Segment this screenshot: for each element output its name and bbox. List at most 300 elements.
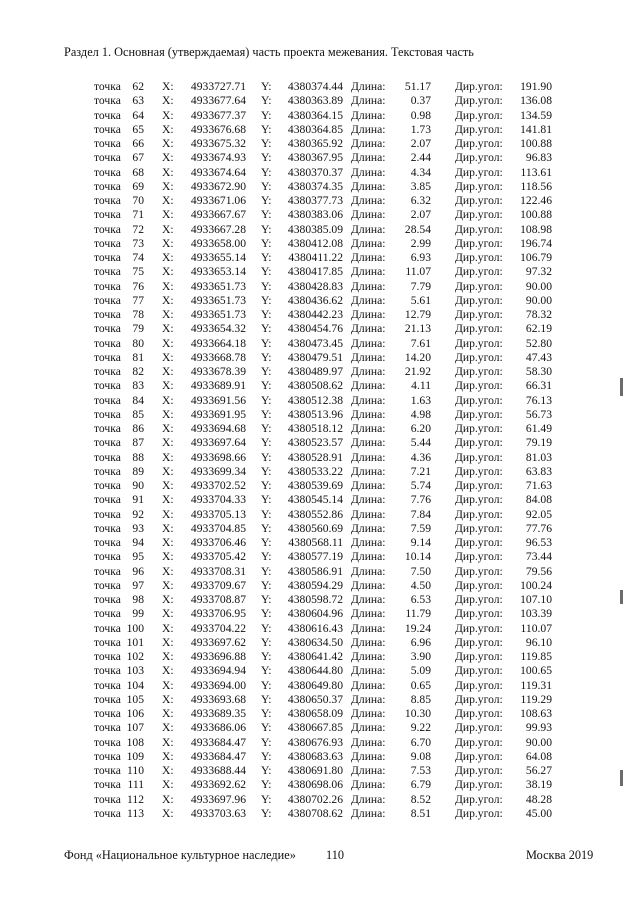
y-value: 4380523.57 bbox=[287, 436, 343, 450]
y-value: 4380634.50 bbox=[287, 635, 343, 649]
table-row bbox=[0, 80, 629, 94]
point-number: 110 bbox=[127, 764, 144, 777]
angle-value: 99.93 bbox=[525, 721, 552, 735]
point-number: 95 bbox=[132, 550, 144, 564]
x-value: 4933678.39 bbox=[190, 365, 246, 378]
y-value: 4380374.44 bbox=[287, 80, 343, 93]
x-value: 4933674.93 bbox=[190, 151, 246, 165]
length-label: Длина: bbox=[351, 308, 386, 321]
length-label: Длина: bbox=[351, 578, 386, 592]
y-label: Y: bbox=[261, 350, 272, 364]
y-label: Y: bbox=[261, 308, 272, 321]
length-value: 8.52 bbox=[410, 792, 431, 806]
point-label: точка bbox=[94, 293, 121, 307]
x-label: X: bbox=[162, 792, 174, 806]
y-label: Y: bbox=[261, 550, 272, 564]
y-value: 4380598.72 bbox=[287, 593, 343, 606]
point-number: 93 bbox=[132, 521, 144, 535]
length-label: Длина: bbox=[351, 735, 386, 749]
x-value: 4933651.73 bbox=[190, 293, 246, 307]
length-value: 2.07 bbox=[410, 137, 431, 150]
length-label: Длина: bbox=[351, 749, 386, 763]
length-label: Длина: bbox=[351, 137, 386, 150]
x-value: 4933684.47 bbox=[190, 735, 246, 749]
length-value: 4.50 bbox=[410, 578, 431, 592]
x-label: X: bbox=[162, 122, 174, 136]
angle-label: Дир.угол: bbox=[455, 94, 503, 108]
length-value: 0.98 bbox=[410, 108, 431, 122]
length-value: 7.50 bbox=[410, 564, 431, 578]
x-value: 4933697.62 bbox=[190, 635, 246, 649]
x-value: 4933693.68 bbox=[190, 692, 246, 706]
angle-value: 45.00 bbox=[525, 806, 552, 820]
point-label: точка bbox=[94, 108, 121, 122]
x-label: X: bbox=[162, 151, 174, 165]
point-label: точка bbox=[94, 236, 121, 250]
y-value: 4380644.80 bbox=[287, 664, 343, 678]
angle-label: Дир.угол: bbox=[455, 279, 503, 293]
table-row bbox=[0, 607, 629, 621]
y-label: Y: bbox=[261, 165, 272, 179]
table-row bbox=[0, 322, 629, 336]
angle-value: 76.13 bbox=[525, 393, 552, 407]
table-row bbox=[0, 778, 629, 792]
y-label: Y: bbox=[261, 194, 272, 207]
x-value: 4933709.67 bbox=[190, 578, 246, 592]
point-number: 83 bbox=[132, 379, 144, 393]
point-number: 111 bbox=[127, 778, 144, 792]
x-value: 4933676.68 bbox=[190, 122, 246, 136]
length-label: Длина: bbox=[351, 236, 386, 250]
angle-label: Дир.угол: bbox=[455, 222, 503, 236]
x-label: X: bbox=[162, 293, 174, 307]
angle-label: Дир.угол: bbox=[455, 322, 503, 336]
angle-value: 56.27 bbox=[525, 764, 552, 777]
point-label: точка bbox=[94, 521, 121, 535]
table-row bbox=[0, 436, 629, 450]
y-label: Y: bbox=[261, 407, 272, 421]
y-label: Y: bbox=[261, 393, 272, 407]
angle-value: 100.88 bbox=[520, 137, 552, 150]
y-label: Y: bbox=[261, 251, 272, 264]
y-value: 4380658.09 bbox=[287, 707, 343, 720]
x-value: 4933705.42 bbox=[190, 550, 246, 564]
y-value: 4380568.11 bbox=[288, 536, 343, 549]
angle-label: Дир.угол: bbox=[455, 593, 503, 606]
length-label: Длина: bbox=[351, 179, 386, 193]
table-row bbox=[0, 707, 629, 721]
angle-value: 100.88 bbox=[520, 208, 552, 222]
table-row bbox=[0, 208, 629, 222]
y-label: Y: bbox=[261, 764, 272, 777]
y-value: 4380560.69 bbox=[287, 521, 343, 535]
point-number: 105 bbox=[126, 692, 144, 706]
y-value: 4380649.80 bbox=[287, 678, 343, 692]
y-value: 4380616.43 bbox=[287, 621, 343, 635]
point-label: точка bbox=[94, 678, 121, 692]
point-number: 112 bbox=[127, 792, 144, 806]
point-label: точка bbox=[94, 493, 121, 507]
x-label: X: bbox=[162, 108, 174, 122]
y-value: 4380667.85 bbox=[287, 721, 343, 735]
length-value: 7.53 bbox=[410, 764, 431, 777]
x-value: 4933708.87 bbox=[190, 593, 246, 606]
point-number: 80 bbox=[132, 336, 144, 350]
point-label: точка bbox=[94, 279, 121, 293]
point-label: точка bbox=[94, 792, 121, 806]
y-value: 4380518.12 bbox=[287, 422, 343, 435]
x-value: 4933664.18 bbox=[190, 336, 246, 350]
point-number: 113 bbox=[127, 806, 144, 820]
angle-value: 52.80 bbox=[525, 336, 552, 350]
length-label: Длина: bbox=[351, 806, 386, 820]
point-number: 87 bbox=[132, 436, 144, 450]
x-label: X: bbox=[162, 721, 174, 735]
y-label: Y: bbox=[261, 122, 272, 136]
angle-label: Дир.угол: bbox=[455, 308, 503, 321]
point-label: точка bbox=[94, 407, 121, 421]
length-value: 9.14 bbox=[410, 536, 431, 549]
y-label: Y: bbox=[261, 322, 272, 336]
length-value: 6.32 bbox=[410, 194, 431, 207]
y-value: 4380577.19 bbox=[287, 550, 343, 564]
length-value: 28.54 bbox=[404, 222, 431, 236]
angle-label: Дир.угол: bbox=[455, 336, 503, 350]
point-label: точка bbox=[94, 350, 121, 364]
x-label: X: bbox=[162, 379, 174, 393]
y-value: 4380604.96 bbox=[287, 607, 343, 621]
point-number: 92 bbox=[132, 507, 144, 521]
y-value: 4380385.09 bbox=[287, 222, 343, 236]
table-row bbox=[0, 793, 629, 807]
y-value: 4380594.29 bbox=[287, 578, 343, 592]
length-value: 7.84 bbox=[410, 507, 431, 521]
y-value: 4380473.45 bbox=[287, 336, 343, 350]
x-label: X: bbox=[162, 678, 174, 692]
x-value: 4933702.52 bbox=[190, 479, 246, 492]
length-value: 1.73 bbox=[410, 122, 431, 136]
x-value: 4933727.71 bbox=[190, 80, 246, 93]
length-label: Длина: bbox=[351, 208, 386, 222]
point-number: 70 bbox=[132, 194, 144, 207]
angle-label: Дир.угол: bbox=[455, 507, 503, 521]
length-value: 7.79 bbox=[410, 279, 431, 293]
point-label: точка bbox=[94, 536, 121, 549]
y-label: Y: bbox=[261, 578, 272, 592]
x-value: 4933684.47 bbox=[190, 749, 246, 763]
angle-label: Дир.угол: bbox=[455, 792, 503, 806]
x-value: 4933691.95 bbox=[190, 407, 246, 421]
x-label: X: bbox=[162, 778, 174, 792]
x-label: X: bbox=[162, 493, 174, 507]
x-label: X: bbox=[162, 393, 174, 407]
point-number: 106 bbox=[126, 707, 144, 720]
x-value: 4933654.32 bbox=[190, 322, 246, 336]
angle-value: 119.85 bbox=[520, 650, 552, 663]
coordinates-table bbox=[0, 80, 629, 821]
y-value: 4380436.62 bbox=[287, 293, 343, 307]
angle-value: 141.81 bbox=[520, 122, 552, 136]
length-label: Длина: bbox=[351, 493, 386, 507]
length-value: 7.59 bbox=[410, 521, 431, 535]
x-label: X: bbox=[162, 222, 174, 236]
length-value: 8.85 bbox=[410, 692, 431, 706]
angle-label: Дир.угол: bbox=[455, 493, 503, 507]
point-number: 104 bbox=[126, 678, 144, 692]
angle-label: Дир.угол: bbox=[455, 208, 503, 222]
point-number: 72 bbox=[132, 222, 144, 236]
angle-value: 62.19 bbox=[525, 322, 552, 336]
x-value: 4933697.64 bbox=[190, 436, 246, 450]
y-label: Y: bbox=[261, 236, 272, 250]
y-value: 4380383.06 bbox=[287, 208, 343, 222]
length-value: 7.21 bbox=[410, 464, 431, 478]
point-label: точка bbox=[94, 365, 121, 378]
length-label: Длина: bbox=[351, 122, 386, 136]
y-value: 4380513.96 bbox=[287, 407, 343, 421]
x-value: 4933704.85 bbox=[190, 521, 246, 535]
point-label: точка bbox=[94, 450, 121, 464]
table-row bbox=[0, 522, 629, 536]
table-row bbox=[0, 351, 629, 365]
y-value: 4380489.97 bbox=[287, 365, 343, 378]
y-label: Y: bbox=[261, 365, 272, 378]
length-value: 1.63 bbox=[410, 393, 431, 407]
x-value: 4933672.90 bbox=[190, 179, 246, 193]
point-label: точка bbox=[94, 749, 121, 763]
x-label: X: bbox=[162, 279, 174, 293]
length-label: Длина: bbox=[351, 365, 386, 378]
table-row bbox=[0, 479, 629, 493]
length-label: Длина: bbox=[351, 721, 386, 735]
x-label: X: bbox=[162, 650, 174, 663]
length-label: Длина: bbox=[351, 94, 386, 108]
point-label: точка bbox=[94, 179, 121, 193]
table-row bbox=[0, 294, 629, 308]
y-label: Y: bbox=[261, 179, 272, 193]
point-number: 85 bbox=[132, 407, 144, 421]
length-value: 2.07 bbox=[410, 208, 431, 222]
y-label: Y: bbox=[261, 493, 272, 507]
length-label: Длина: bbox=[351, 764, 386, 777]
y-value: 4380508.62 bbox=[287, 379, 343, 393]
point-label: точка bbox=[94, 707, 121, 720]
point-label: точка bbox=[94, 778, 121, 792]
point-label: точка bbox=[94, 664, 121, 678]
angle-value: 100.65 bbox=[520, 664, 552, 678]
point-number: 82 bbox=[132, 365, 144, 378]
length-label: Длина: bbox=[351, 692, 386, 706]
angle-value: 48.28 bbox=[525, 792, 552, 806]
angle-label: Дир.угол: bbox=[455, 464, 503, 478]
point-number: 107 bbox=[126, 721, 144, 735]
table-row bbox=[0, 508, 629, 522]
page-header: Раздел 1. Основная (утверждаемая) часть проекта межевания. Текстовая часть bbox=[64, 45, 474, 59]
angle-value: 118.56 bbox=[520, 179, 552, 193]
y-label: Y: bbox=[261, 778, 272, 792]
x-label: X: bbox=[162, 308, 174, 321]
table-row bbox=[0, 379, 629, 393]
y-value: 4380365.92 bbox=[287, 137, 343, 150]
x-label: X: bbox=[162, 621, 174, 635]
point-label: точка bbox=[94, 635, 121, 649]
y-label: Y: bbox=[261, 621, 272, 635]
angle-label: Дир.угол: bbox=[455, 749, 503, 763]
angle-label: Дир.угол: bbox=[455, 564, 503, 578]
table-row bbox=[0, 137, 629, 151]
y-value: 4380417.85 bbox=[287, 265, 343, 279]
point-number: 62 bbox=[132, 80, 144, 93]
angle-label: Дир.угол: bbox=[455, 293, 503, 307]
length-value: 7.76 bbox=[410, 493, 431, 507]
angle-value: 58.30 bbox=[525, 365, 552, 378]
x-label: X: bbox=[162, 194, 174, 207]
angle-value: 113.61 bbox=[520, 165, 552, 179]
x-label: X: bbox=[162, 578, 174, 592]
length-label: Длина: bbox=[351, 222, 386, 236]
y-label: Y: bbox=[261, 521, 272, 535]
y-value: 4380411.22 bbox=[288, 251, 343, 264]
x-value: 4933704.33 bbox=[190, 493, 246, 507]
length-label: Длина: bbox=[351, 607, 386, 621]
point-number: 67 bbox=[132, 151, 144, 165]
angle-value: 191.90 bbox=[520, 80, 552, 93]
angle-value: 66.31 bbox=[525, 379, 552, 393]
length-label: Длина: bbox=[351, 251, 386, 264]
point-label: точка bbox=[94, 165, 121, 179]
angle-value: 92.05 bbox=[525, 507, 552, 521]
angle-label: Дир.угол: bbox=[455, 407, 503, 421]
angle-value: 136.08 bbox=[520, 94, 552, 108]
point-number: 108 bbox=[126, 735, 144, 749]
angle-label: Дир.угол: bbox=[455, 692, 503, 706]
x-label: X: bbox=[162, 165, 174, 179]
angle-value: 47.43 bbox=[525, 350, 552, 364]
angle-value: 119.31 bbox=[520, 678, 552, 692]
y-label: Y: bbox=[261, 564, 272, 578]
point-label: точка bbox=[94, 479, 121, 492]
length-value: 5.74 bbox=[410, 479, 431, 492]
x-value: 4933694.94 bbox=[190, 664, 246, 678]
y-value: 4380708.62 bbox=[287, 806, 343, 820]
length-label: Длина: bbox=[351, 80, 386, 93]
angle-value: 106.79 bbox=[520, 251, 552, 264]
x-label: X: bbox=[162, 749, 174, 763]
angle-value: 196.74 bbox=[520, 236, 552, 250]
table-row bbox=[0, 764, 629, 778]
angle-label: Дир.угол: bbox=[455, 422, 503, 435]
angle-value: 77.76 bbox=[525, 521, 552, 535]
table-row bbox=[0, 251, 629, 265]
y-value: 4380364.15 bbox=[287, 108, 343, 122]
angle-label: Дир.угол: bbox=[455, 650, 503, 663]
length-label: Длина: bbox=[351, 108, 386, 122]
length-value: 0.65 bbox=[410, 678, 431, 692]
x-label: X: bbox=[162, 322, 174, 336]
angle-label: Дир.угол: bbox=[455, 436, 503, 450]
y-label: Y: bbox=[261, 692, 272, 706]
table-row bbox=[0, 807, 629, 821]
point-label: точка bbox=[94, 550, 121, 564]
angle-value: 63.83 bbox=[525, 464, 552, 478]
point-number: 73 bbox=[132, 236, 144, 250]
point-label: точка bbox=[94, 806, 121, 820]
table-row bbox=[0, 365, 629, 379]
length-value: 9.22 bbox=[410, 721, 431, 735]
point-number: 78 bbox=[132, 308, 144, 321]
y-value: 4380363.89 bbox=[287, 94, 343, 108]
angle-label: Дир.угол: bbox=[455, 236, 503, 250]
length-label: Длина: bbox=[351, 564, 386, 578]
y-value: 4380698.06 bbox=[287, 778, 343, 792]
y-label: Y: bbox=[261, 735, 272, 749]
angle-label: Дир.угол: bbox=[455, 621, 503, 635]
x-label: X: bbox=[162, 365, 174, 378]
x-value: 4933691.56 bbox=[190, 393, 246, 407]
x-label: X: bbox=[162, 507, 174, 521]
y-value: 4380533.22 bbox=[287, 464, 343, 478]
point-label: точка bbox=[94, 265, 121, 279]
table-row bbox=[0, 550, 629, 564]
angle-label: Дир.угол: bbox=[455, 251, 503, 264]
table-row bbox=[0, 394, 629, 408]
table-row bbox=[0, 579, 629, 593]
length-label: Длина: bbox=[351, 422, 386, 435]
table-row bbox=[0, 465, 629, 479]
length-value: 4.11 bbox=[411, 379, 431, 393]
y-value: 4380512.38 bbox=[287, 393, 343, 407]
point-label: точка bbox=[94, 621, 121, 635]
length-value: 6.20 bbox=[410, 422, 431, 435]
length-value: 14.20 bbox=[404, 350, 431, 364]
point-number: 68 bbox=[132, 165, 144, 179]
scan-edge-mark bbox=[620, 770, 623, 786]
x-value: 4933667.28 bbox=[190, 222, 246, 236]
angle-value: 96.83 bbox=[525, 151, 552, 165]
point-number: 91 bbox=[132, 493, 144, 507]
point-number: 89 bbox=[132, 464, 144, 478]
table-row bbox=[0, 565, 629, 579]
angle-label: Дир.угол: bbox=[455, 778, 503, 792]
x-value: 4933706.95 bbox=[190, 607, 246, 621]
angle-value: 38.19 bbox=[525, 778, 552, 792]
point-number: 102 bbox=[126, 650, 144, 663]
x-value: 4933653.14 bbox=[190, 265, 246, 279]
length-value: 9.08 bbox=[410, 749, 431, 763]
length-label: Длина: bbox=[351, 265, 386, 279]
length-value: 6.79 bbox=[410, 778, 431, 792]
angle-label: Дир.угол: bbox=[455, 265, 503, 279]
angle-value: 61.49 bbox=[525, 422, 552, 435]
length-label: Длина: bbox=[351, 322, 386, 336]
x-value: 4933703.63 bbox=[190, 806, 246, 820]
x-value: 4933694.00 bbox=[190, 678, 246, 692]
point-label: точка bbox=[94, 194, 121, 207]
x-label: X: bbox=[162, 407, 174, 421]
length-value: 5.44 bbox=[410, 436, 431, 450]
angle-value: 56.73 bbox=[525, 407, 552, 421]
length-value: 3.85 bbox=[410, 179, 431, 193]
angle-label: Дир.угол: bbox=[455, 536, 503, 549]
y-label: Y: bbox=[261, 94, 272, 108]
x-value: 4933689.91 bbox=[190, 379, 246, 393]
table-row bbox=[0, 151, 629, 165]
angle-value: 84.08 bbox=[525, 493, 552, 507]
y-label: Y: bbox=[261, 151, 272, 165]
x-value: 4933677.64 bbox=[190, 94, 246, 108]
table-row bbox=[0, 693, 629, 707]
x-value: 4933698.66 bbox=[190, 450, 246, 464]
